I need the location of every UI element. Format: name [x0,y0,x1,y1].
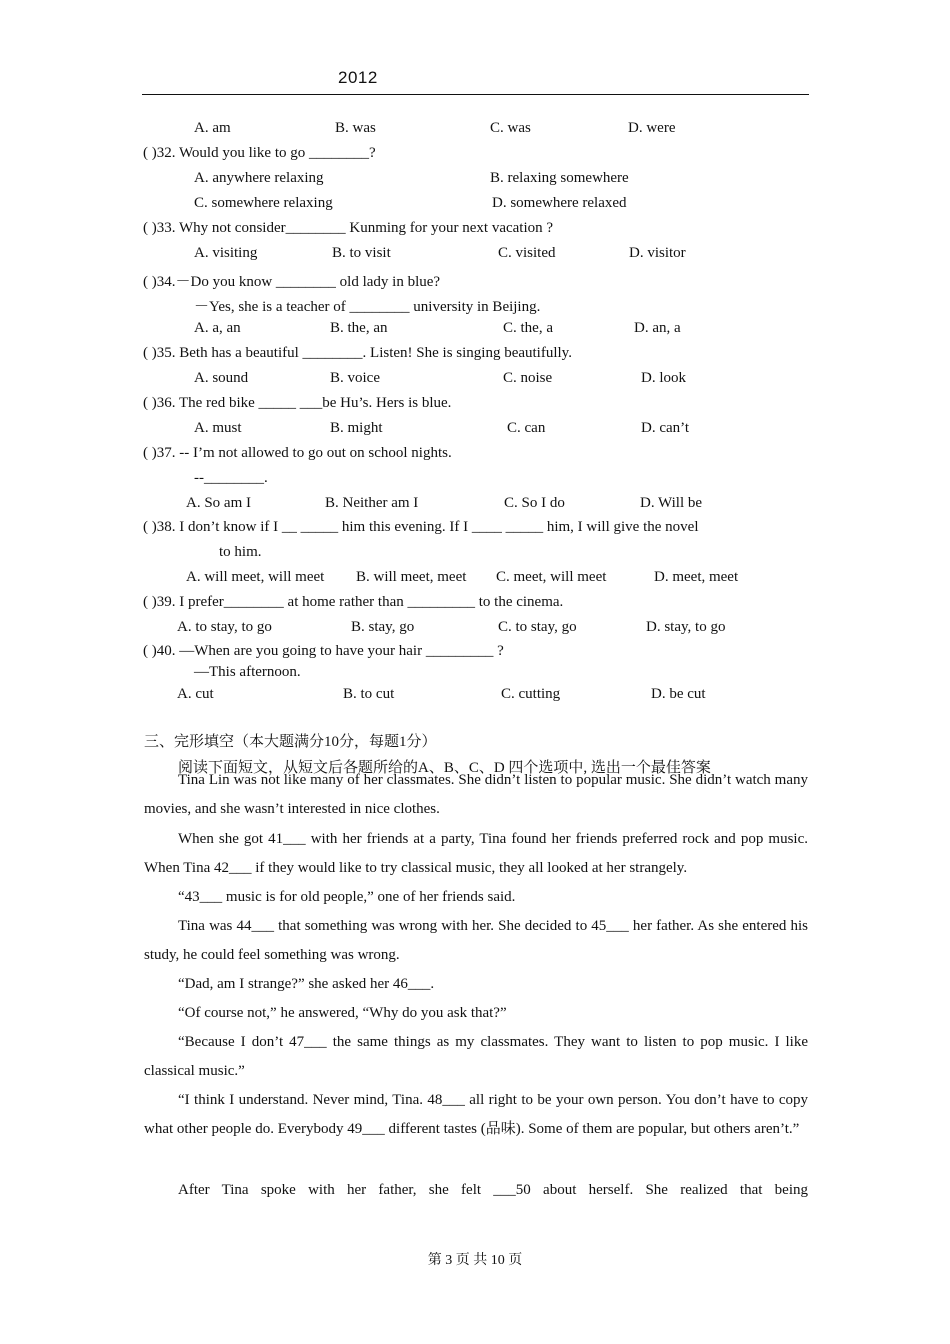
page-number: 第 3 页 共 10 页 [427,1253,523,1268]
passage-paragraph: “43___ music is for old people,” one of her friends said. [178,889,516,905]
q39-line-1-item-3: D. stay, to go [646,619,726,635]
q31-options-line-0-item-1: B. was [335,120,376,136]
q35-line-1-item-0: A. sound [194,370,249,386]
q36-line-1-item-0: A. must [194,420,242,436]
q31-options-line-0-item-0: A. am [194,120,231,136]
q38-line-2-item-3: D. meet, meet [654,569,739,585]
q37-line-1-item-0: --________. [194,470,268,486]
q37-line-0-item-0: ( )37. -- I’m not allowed to go out on school nights. [143,445,452,461]
q40-line-2-item-1: B. to cut [343,686,395,702]
q32-line-2-item-0: C. somewhere relaxing [194,195,333,211]
q37-line-2-item-2: C. So I do [504,495,565,511]
q32-line-1-item-0: A. anywhere relaxing [194,170,324,186]
passage-paragraph: After Tina spoke with her father, she felt ___50 about herself. She realized that being [178,1182,808,1198]
q34-line-1-item-0: －Yes, she is a teacher of ________ university in Beijing. [194,299,541,315]
q31-options-line-0-item-2: C. was [490,120,531,136]
q39-line-1-item-1: B. stay, go [351,619,415,635]
q38-line-2-item-2: C. meet, will meet [496,569,607,585]
q33-line-0-item-0: ( )33. Why not consider________ Kunming for your next vacation ? [143,220,554,236]
q34-line-0-item-0: ( )34.－Do you know ________ old lady in blue? [143,274,441,290]
q32-line-0-item-0: ( )32. Would you like to go ________? [143,145,376,161]
q33-line-1-item-0: A. visiting [194,245,258,261]
q36-line-1-item-1: B. might [330,420,383,436]
q33-line-1-item-1: B. to visit [332,245,391,261]
q40-line-2-item-3: D. be cut [651,686,706,702]
q38-line-2-item-1: B. will meet, meet [356,569,467,585]
q35-line-1-item-1: B. voice [330,370,380,386]
q33-line-1-item-2: C. visited [498,245,556,261]
passage-paragraph: Tina was 44___ that something was wrong with her. She decided to 45___ her father. As she entered his study, he could feel something was wrong. [144,918,808,963]
passage-paragraph: “Because I don’t 47___ the same things as my classmates. They want to listen to pop music. I like classical music.” [144,1034,808,1079]
q38-line-0-item-0: ( )38. I don’t know if I __ _____ him this evening. If I ____ _____ him, I will give the novel [143,519,699,535]
q40-line-2-item-2: C. cutting [501,686,561,702]
q34-line-2-item-2: C. the, a [503,320,553,336]
q37-line-2-item-0: A. So am I [186,495,251,511]
q35-line-1-item-3: D. look [641,370,686,386]
q38-line-2-item-0: A. will meet, will meet [186,569,325,585]
q34-line-2-item-3: D. an, a [634,320,681,336]
section-instruction: 阅读下面短文，从短文后各题所给的A、B、C、D 四个选项中, 选出一个最佳答案 [178,760,711,776]
q38-line-1-item-0: to him. [219,544,262,560]
q35-line-0-item-0: ( )35. Beth has a beautiful ________. Listen! She is singing beautifully. [143,345,572,361]
header-year: 2012 [338,68,378,87]
q39-line-1-item-2: C. to stay, go [498,619,577,635]
passage-paragraph: Tina Lin was not like many of her classmates. She didn’t listen to popular music. She didn’t watch many movies, and she wasn’t interested in nice clothes. [144,772,808,817]
q35-line-1-item-2: C. noise [503,370,553,386]
q40-line-2-item-0: A. cut [177,686,214,702]
q34-line-2-item-0: A. a, an [194,320,241,336]
passage-paragraph: When she got 41___ with her friends at a party, Tina found her friends preferred rock and pop music. When Tina 42___ if they would like to try classical music, they all looked at her strangely. [144,831,808,876]
q36-line-0-item-0: ( )36. The red bike _____ ___be Hu’s. Hers is blue. [143,395,452,411]
q40-line-1-item-0: —This afternoon. [194,664,301,680]
q32-line-2-item-1: D. somewhere relaxed [492,195,627,211]
q40-line-0-item-0: ( )40. —When are you going to have your hair _________ ? [143,643,504,659]
passage-paragraph: “Dad, am I strange?” she asked her 46___. [178,976,435,992]
section-title: 三、完形填空（本大题满分10分，每题1分） [144,734,437,750]
passage-paragraph: “Of course not,” he answered, “Why do you ask that?” [178,1005,507,1021]
passage-paragraph: “I think I understand. Never mind, Tina. 48___ all right to be your own person. You don’t have to copy what other people do. Everybody 49___ different tastes (品味). Some of them are popular, but others aren’t.” [144,1092,808,1137]
q32-line-1-item-1: B. relaxing somewhere [490,170,629,186]
q39-line-1-item-0: A. to stay, to go [177,619,272,635]
q36-line-1-item-2: C. can [507,420,546,436]
q31-options-line-0-item-3: D. were [628,120,676,136]
header-divider [142,94,809,95]
q36-line-1-item-3: D. can’t [641,420,690,436]
q33-line-1-item-3: D. visitor [629,245,686,261]
q37-line-2-item-3: D. Will be [640,495,703,511]
q37-line-2-item-1: B. Neither am I [325,495,419,511]
q34-line-2-item-1: B. the, an [330,320,388,336]
q39-line-0-item-0: ( )39. I prefer________ at home rather than _________ to the cinema. [143,594,564,610]
